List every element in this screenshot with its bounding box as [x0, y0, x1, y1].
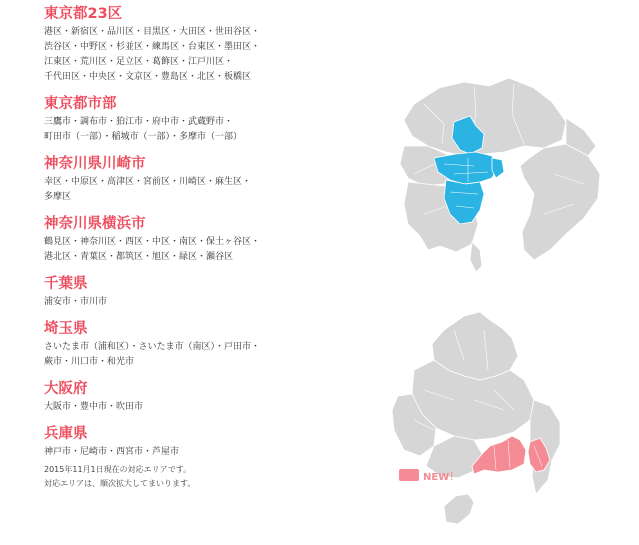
region-areas-line: 港北区・青葉区・都筑区・旭区・緑区・瀬谷区	[44, 252, 234, 262]
region-areas-line: 大阪市・豊中市・吹田市	[44, 402, 144, 412]
region-areas-line: 幸区・中原区・高津区・宮前区・川崎区・麻生区・	[44, 177, 252, 187]
region-title: 大阪府	[44, 381, 88, 397]
region-areas-line: 港区・新宿区・品川区・目黒区・大田区・世田谷区・	[44, 27, 261, 37]
region-areas-line: 神戸市・尼崎市・西宮市・芦屋市	[44, 447, 180, 457]
coverage-date-note: 2015年11月1日現在の対応エリアです。	[44, 465, 192, 474]
kansai-area-map	[384, 310, 604, 532]
region-yokohama	[44, 214, 374, 265]
new-area-legend	[399, 466, 461, 483]
region-kawasaki	[44, 154, 374, 205]
region-areas-line: 千代田区・中央区・文京区・豊島区・北区・板橋区	[44, 72, 252, 82]
region-areas-line: 浦安市・市川市	[44, 297, 108, 307]
map-land-awaji	[444, 494, 474, 524]
region-tokyo-23	[44, 4, 374, 85]
map-land-miura	[470, 242, 482, 272]
region-title: 東京都市部	[44, 96, 117, 112]
map-land-north	[404, 78, 566, 156]
region-title: 東京都23区	[44, 6, 123, 22]
region-title: 神奈川県横浜市	[44, 216, 146, 232]
region-title: 千葉県	[44, 276, 88, 292]
region-title: 兵庫県	[44, 426, 88, 442]
region-areas-line: 渋谷区・中野区・杉並区・練馬区・台東区・墨田区・	[44, 42, 261, 52]
region-saitama	[44, 319, 374, 370]
map-land-chiba	[520, 144, 600, 260]
region-chiba	[44, 274, 374, 310]
region-areas-line: 蕨市・川口市・和光市	[44, 357, 135, 367]
coverage-expansion-note: 対応エリアは、順次拡大してまいります。	[44, 479, 196, 488]
new-badge-label: NEW！	[423, 472, 460, 483]
new-area-color-swatch	[399, 469, 419, 481]
kanto-area-map	[384, 74, 604, 274]
service-area-list	[44, 4, 374, 490]
region-osaka	[44, 379, 374, 415]
region-areas-line: 江東区・荒川区・足立区・葛飾区・江戸川区・	[44, 57, 234, 67]
region-title: 神奈川県川崎市	[44, 156, 146, 172]
region-areas-line: 多摩区	[44, 192, 72, 202]
region-areas-line: 鶴見区・神奈川区・西区・中区・南区・保土ヶ谷区・	[44, 237, 261, 247]
region-title: 埼玉県	[44, 321, 88, 337]
region-areas-line: 三鷹市・調布市・狛江市・府中市・武蔵野市・	[44, 117, 234, 127]
region-areas-line: 町田市（一部）・稲城市（一部）・多摩市（一部）	[44, 132, 243, 142]
region-hyogo	[44, 424, 374, 460]
region-tokyo-cities	[44, 94, 374, 145]
region-areas-line: さいたま市（浦和区）・さいたま市（南区）・戸田市・	[44, 342, 261, 352]
